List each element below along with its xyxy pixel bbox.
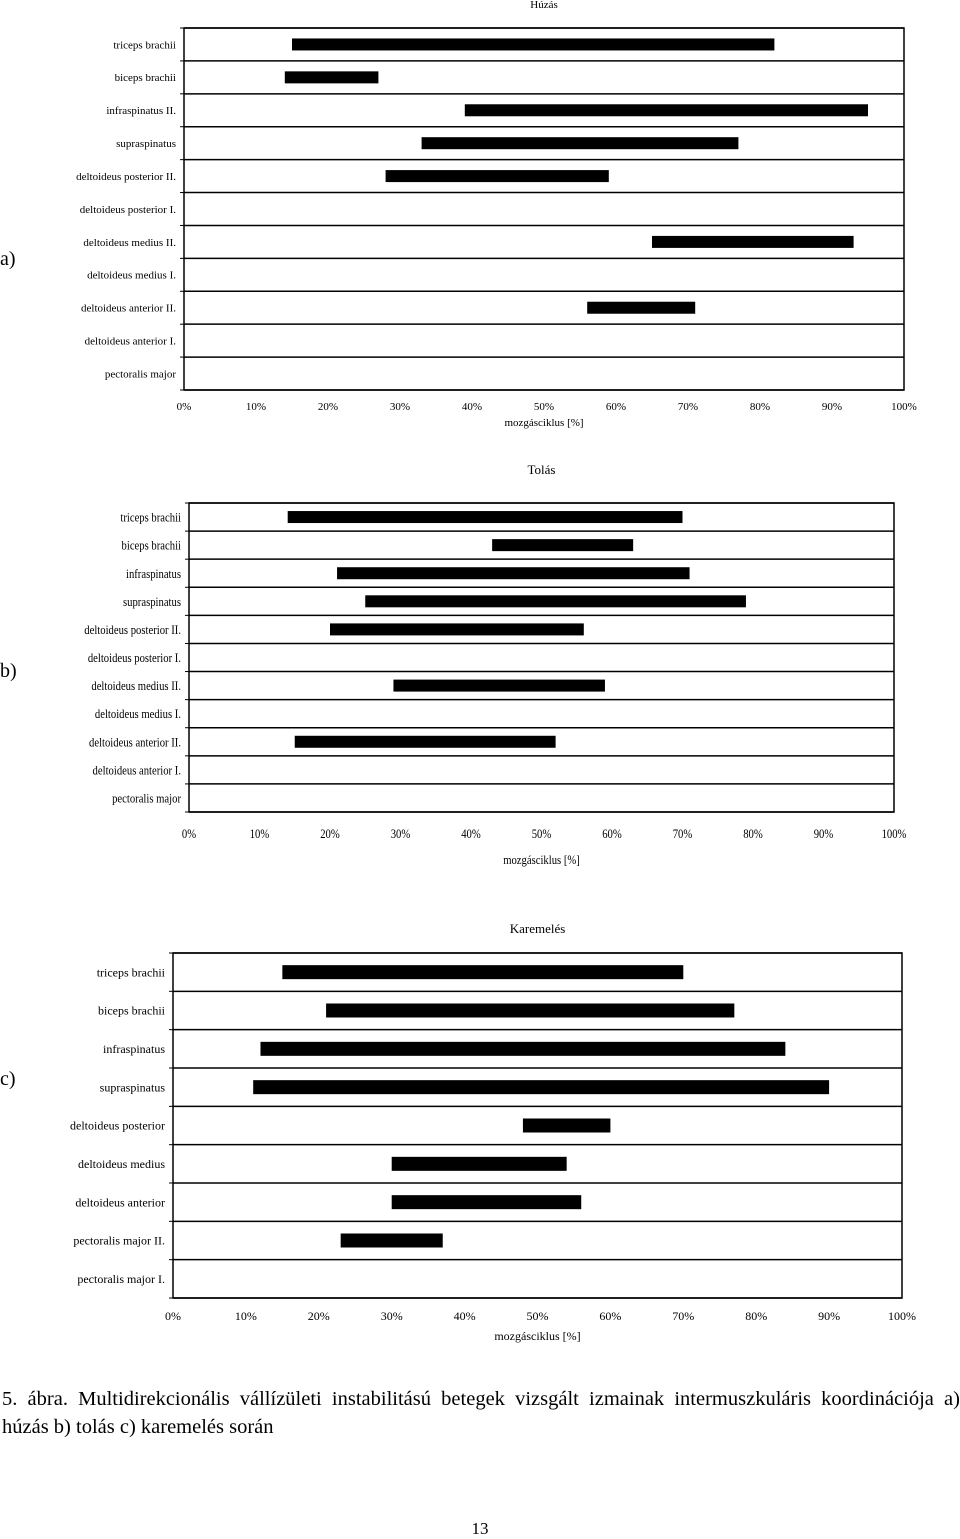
x-tick-label: 20% xyxy=(317,401,339,413)
range-bar xyxy=(492,539,633,551)
x-tick-label: 60% xyxy=(602,825,622,842)
x-tick-label: 40% xyxy=(453,1309,476,1323)
category-label: infraspinatus II. xyxy=(106,105,176,118)
x-tick-label: 50% xyxy=(526,1309,549,1323)
chart-title: Tolás xyxy=(527,462,556,477)
category-label: pectoralis major II. xyxy=(73,1233,165,1248)
chart-c-karemeles xyxy=(0,918,960,1358)
panel-label-a: a) xyxy=(0,248,16,270)
x-tick-label: 80% xyxy=(743,825,763,842)
range-bar xyxy=(337,567,690,579)
category-label: deltoideus posterior I. xyxy=(79,203,176,216)
x-tick-label: 40% xyxy=(461,401,483,413)
chart-title: Húzás xyxy=(530,0,558,11)
x-axis-label: mozgásciklus [%] xyxy=(494,1329,581,1343)
category-label: biceps brachii xyxy=(98,1003,165,1018)
category-label: deltoideus anterior I. xyxy=(92,762,181,778)
x-tick-label: 70% xyxy=(677,401,699,413)
x-tick-label: 40% xyxy=(461,825,481,842)
x-tick-label: 30% xyxy=(390,825,411,842)
category-label: triceps brachii xyxy=(120,509,182,525)
range-bar xyxy=(465,104,868,116)
x-tick-label: 30% xyxy=(389,401,411,413)
x-tick-label: 50% xyxy=(531,825,552,842)
range-bar xyxy=(392,1157,567,1171)
chart-b-tolas xyxy=(0,458,960,898)
x-tick-label: 90% xyxy=(813,825,834,842)
x-axis-label: mozgásciklus [%] xyxy=(504,417,584,429)
range-bar xyxy=(386,170,609,182)
range-bar xyxy=(365,595,746,607)
category-label: deltoideus medius I. xyxy=(94,706,181,722)
category-label: deltoideus medius I. xyxy=(87,269,176,282)
range-bar xyxy=(652,236,854,248)
category-label: pectoralis major I. xyxy=(77,1272,165,1287)
x-axis-label: mozgásciklus [%] xyxy=(503,851,580,868)
category-label: pectoralis major xyxy=(104,368,176,381)
range-bar xyxy=(326,1004,734,1018)
x-tick-label: 60% xyxy=(599,1309,622,1323)
x-tick-label: 100% xyxy=(891,401,917,413)
x-tick-label: 30% xyxy=(380,1309,403,1323)
category-label: supraspinatus xyxy=(123,593,182,610)
range-bar xyxy=(253,1080,829,1094)
category-label: deltoideus anterior I. xyxy=(84,335,176,348)
x-tick-label: 10% xyxy=(245,401,267,413)
x-tick-label: 0% xyxy=(181,825,197,842)
category-label: deltoideus posterior II. xyxy=(76,170,176,183)
category-label: biceps brachii xyxy=(121,537,182,553)
x-tick-label: 20% xyxy=(320,825,340,842)
x-tick-label: 100% xyxy=(881,825,907,842)
category-label: infraspinatus xyxy=(125,565,182,582)
chart-a-huzas xyxy=(0,0,960,440)
page-number: 13 xyxy=(471,1519,489,1538)
range-bar xyxy=(523,1119,610,1133)
range-bar xyxy=(282,965,683,979)
range-bar xyxy=(422,137,739,149)
range-bar xyxy=(392,1195,582,1209)
x-tick-label: 70% xyxy=(672,1309,695,1323)
category-label: deltoideus medius II. xyxy=(91,678,181,694)
category-label: triceps brachii xyxy=(113,39,176,52)
range-bar xyxy=(341,1234,443,1248)
panel-label-c: c) xyxy=(0,1068,16,1090)
category-label: supraspinatus xyxy=(99,1080,165,1095)
category-label: deltoideus posterior xyxy=(70,1118,165,1133)
x-tick-label: 50% xyxy=(533,401,555,413)
figure-caption: 5. ábra. Multidirekcionális vállízületi instabilitású betegek vizsgált izmainak intermuszkuláris koordinációja a) húzás b) tolás c) karemelés során xyxy=(2,1388,960,1438)
category-label: triceps brachii xyxy=(96,965,165,980)
x-tick-label: 0% xyxy=(165,1309,181,1323)
x-tick-label: 0% xyxy=(176,401,192,413)
range-bar xyxy=(393,680,605,692)
range-bar xyxy=(587,302,695,314)
category-label: deltoideus posterior I. xyxy=(87,650,181,666)
range-bar xyxy=(295,736,556,748)
x-tick-label: 80% xyxy=(745,1309,768,1323)
chart-title: Karemelés xyxy=(509,921,566,936)
range-bar xyxy=(292,38,774,50)
x-tick-label: 80% xyxy=(749,401,771,413)
category-label: deltoideus anterior xyxy=(75,1195,165,1210)
category-label: infraspinatus xyxy=(103,1042,165,1057)
x-tick-label: 100% xyxy=(888,1309,916,1323)
category-label: biceps brachii xyxy=(114,72,176,85)
category-label: pectoralis major xyxy=(112,790,182,806)
panel-label-b: b) xyxy=(0,660,17,682)
category-label: supraspinatus xyxy=(116,138,176,151)
x-tick-label: 10% xyxy=(249,825,270,842)
category-label: deltoideus anterior II. xyxy=(89,734,181,750)
category-label: deltoideus medius II. xyxy=(83,236,176,249)
category-label: deltoideus medius xyxy=(78,1157,165,1172)
category-label: deltoideus posterior II. xyxy=(84,621,181,638)
x-tick-label: 90% xyxy=(818,1309,841,1323)
x-tick-label: 10% xyxy=(234,1309,257,1323)
x-tick-label: 60% xyxy=(605,401,627,413)
range-bar xyxy=(260,1042,785,1056)
x-tick-label: 20% xyxy=(307,1309,330,1323)
range-bar xyxy=(330,623,584,635)
category-label: deltoideus anterior II. xyxy=(81,302,176,315)
x-tick-label: 90% xyxy=(821,401,843,413)
range-bar xyxy=(285,71,379,83)
x-tick-label: 70% xyxy=(672,825,693,842)
range-bar xyxy=(288,511,683,523)
